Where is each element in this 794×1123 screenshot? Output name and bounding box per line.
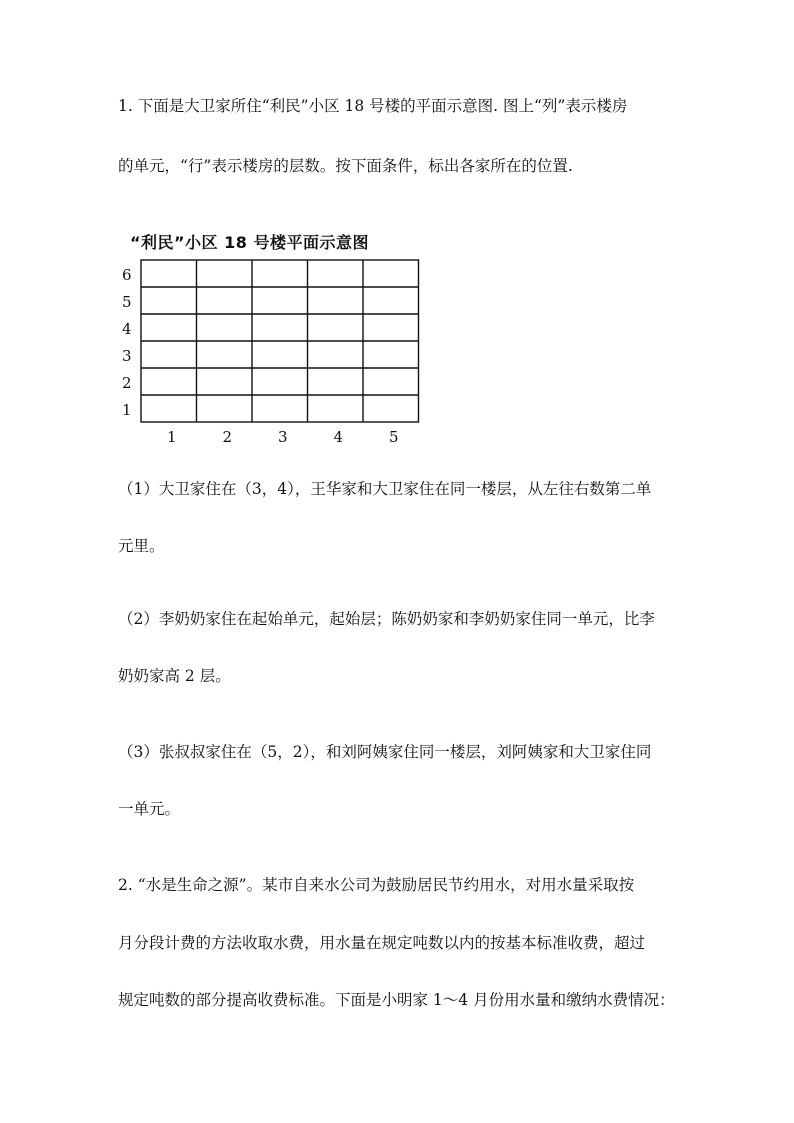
q1-text-line-2: 的单元，“行”表示楼房的层数。按下面条件，标出各家所在的位置. xyxy=(118,157,573,175)
row-label: 2 xyxy=(122,374,132,392)
q2-text-line-1: 2. “水是生命之源”。某市自来水公司为鼓励居民节约用水，对用水量采取按 xyxy=(118,876,635,894)
q1-sub3-line-1: （3）张叔叔家住在（5，2），和刘阿姨家住同一楼层，刘阿姨家和大卫家住同 xyxy=(118,743,652,761)
row-label: 6 xyxy=(122,266,132,284)
q1-text-line-1: 1. 下面是大卫家所住“利民”小区 18 号楼的平面示意图. 图上“列”表示楼房 xyxy=(118,97,628,115)
q1-sub2-line-1: （2）李奶奶家住在起始单元，起始层；陈奶奶家和李奶奶家住同一单元，比李 xyxy=(118,610,655,628)
q1-sub1-line-2: 元里。 xyxy=(118,537,165,555)
column-label: 3 xyxy=(278,428,288,442)
q2-text-line-2: 月分段计费的方法收取水费，用水量在规定吨数以内的按基本标准收费，超过 xyxy=(118,934,646,952)
column-label: 2 xyxy=(222,428,233,442)
q1-sub3-line-2: 一单元。 xyxy=(118,800,181,818)
row-label: 4 xyxy=(122,320,132,338)
figure-title: “利民”小区 18 号楼平面示意图 xyxy=(130,233,369,252)
row-label: 1 xyxy=(122,401,132,419)
floor-plan-grid xyxy=(112,252,432,442)
column-label: 5 xyxy=(389,428,399,442)
column-label: 1 xyxy=(167,428,177,442)
column-label: 4 xyxy=(333,428,344,442)
row-label: 3 xyxy=(122,347,132,365)
q1-sub1-line-1: （1）大卫家住在（3，4），王华家和大卫家住在同一楼层，从左往右数第二单 xyxy=(118,480,652,498)
q2-text-line-3: 规定吨数的部分提高收费标准。下面是小明家 1～4 月份用水量和缴纳水费情况： xyxy=(118,991,675,1009)
row-label: 5 xyxy=(122,293,132,311)
q1-sub2-line-2: 奶奶家高 2 层。 xyxy=(118,667,231,685)
